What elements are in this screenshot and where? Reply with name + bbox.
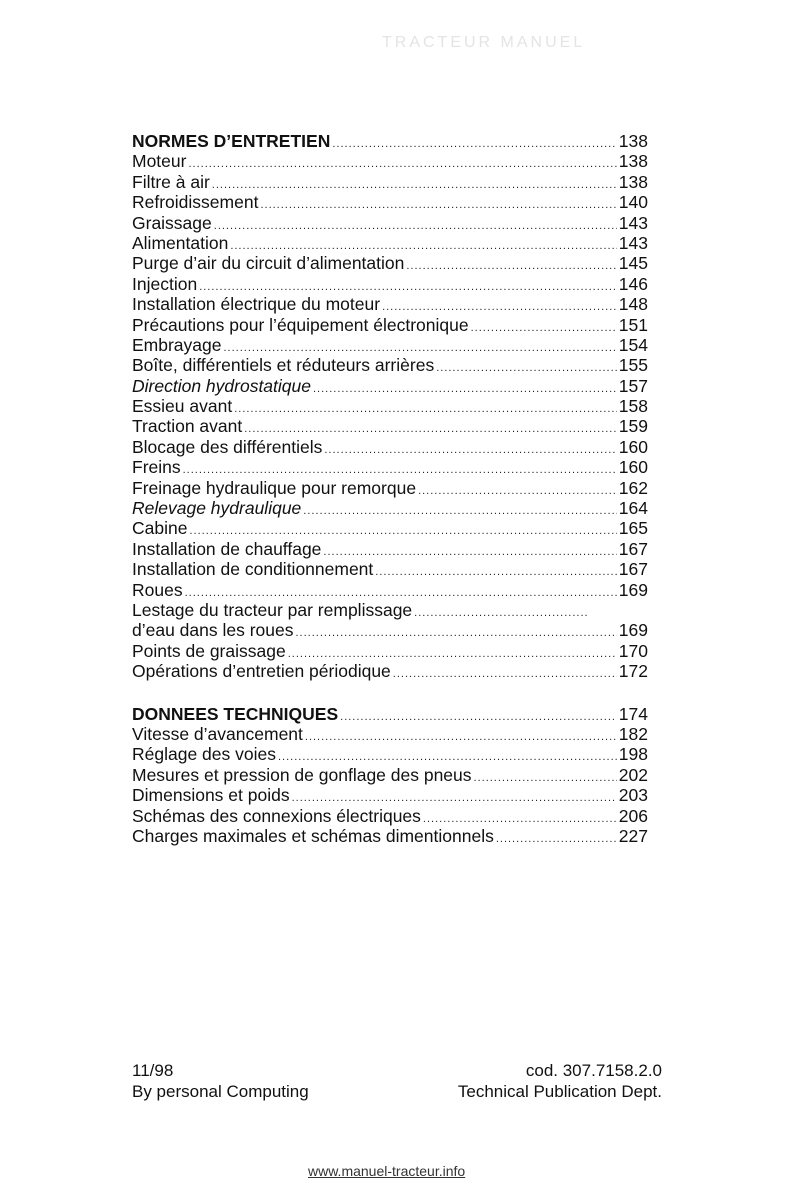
toc-entry-page: 170 [618,640,648,661]
toc-entry-label: Purge d’air du circuit d’alimentation [132,253,405,274]
faint-header-text: TRACTEUR MANUEL [382,34,586,51]
toc-entry-page: 151 [618,314,648,335]
toc-leader-dots [188,154,616,174]
toc-leader-dots [260,195,616,215]
footer-right [458,1060,662,1102]
toc-entry [132,437,648,457]
toc-entry [132,233,648,253]
toc-entry [132,785,648,805]
toc-entry [132,253,648,273]
toc-section-page: 138 [618,131,648,151]
toc-entry [132,274,648,294]
toc-leader-dots [296,623,617,643]
toc-section-title: NORMES D’ENTRETIEN [132,131,331,151]
toc-entry [132,661,648,681]
footer-department: Technical Publication Dept. [457,1082,662,1101]
toc-leader-dots [393,664,617,684]
toc-entry [132,315,648,335]
toc-entry-label: Précautions pour l’équipement électronique [132,314,469,335]
table-of-contents [132,131,648,846]
toc-entry-page: 172 [618,661,648,682]
toc-entry-label: Direction hydrostatique [132,375,311,396]
toc-entry-label: Charges maximales et schémas dimentionnels [132,825,494,846]
toc-entry-page: 143 [618,232,648,253]
toc-leader-dots [212,175,617,195]
footer-code: cod. 307.7158.2.0 [525,1061,662,1080]
toc-leader-dots [303,501,617,521]
toc-leader-dots [474,768,617,788]
toc-entry-label: Essieu avant [132,396,233,417]
toc-entry-page: 140 [618,192,648,213]
toc-entry-label: Freins [132,457,181,478]
toc-entry-page: 165 [618,518,648,539]
toc-leader-dots [414,603,589,623]
toc-entry-label: Vitesse d’avancement [132,723,303,744]
toc-entry-page: 155 [618,355,648,376]
toc-entry-page: 169 [618,620,648,641]
toc-entry-label: Opérations d’entretien périodique [132,661,391,682]
toc-entry-page: 164 [618,498,648,519]
toc-entry [132,559,648,579]
watermark-link[interactable]: www.manuel-tracteur.info [308,1163,466,1179]
toc-leader-dots [324,440,616,460]
toc-entry [132,744,648,764]
toc-leader-dots [214,216,617,236]
toc-entry [132,724,648,744]
toc-entry-page: 148 [618,294,648,315]
toc-entry [132,192,648,212]
toc-entry-label: Embrayage [132,334,222,355]
toc-entry [132,580,648,600]
toc-entry-label: Schémas des connexions électriques [132,805,421,826]
toc-leader-dots [234,399,617,419]
toc-entry-label: Points de graissage [132,640,286,661]
toc-entry [132,172,648,192]
toc-entry [132,826,648,846]
toc-entry [132,396,648,416]
toc-entry-label: Cabine [132,518,188,539]
toc-entry-page: 182 [618,723,648,744]
toc-entry [132,151,648,171]
toc-entry [132,478,648,498]
toc-leader-dots [418,481,617,501]
toc-entry [132,539,648,559]
toc-entry-page: 203 [618,785,648,806]
toc-entry-page: 146 [618,273,648,294]
toc-section-title: DONNEES TECHNIQUES [132,703,339,724]
toc-entry-label: Relevage hydraulique [132,498,302,519]
toc-entry [132,806,648,826]
toc-leader-dots [340,707,617,727]
toc-entry-page: 198 [618,744,648,765]
toc-entry-page: 160 [618,457,648,478]
toc-entry [132,376,648,396]
toc-entry-page: 167 [618,559,648,580]
toc-entry-page: 167 [618,538,648,559]
toc-section-heading [132,131,648,151]
toc-entry-label: Graissage [132,212,212,233]
toc-entry-page: 160 [618,436,648,457]
toc-entry-page: 145 [618,253,648,274]
toc-entry-label: Roues [132,579,183,600]
toc-entry-label: Réglage des voies [132,744,276,765]
toc-leader-dots [436,358,617,378]
toc-entry-label: d’eau dans les roues [132,620,294,641]
toc-entry-page: 227 [618,825,648,846]
toc-entry [132,355,648,375]
toc-entry [132,213,648,233]
toc-entry-label: Freinage hydraulique pour remorque [132,477,417,498]
toc-leader-dots [305,727,617,747]
toc-entry-page: 159 [618,416,648,437]
toc-entry [132,620,648,640]
toc-leader-dots [332,134,616,154]
toc-leader-dots [406,256,616,276]
toc-leader-dots [471,318,617,338]
toc-entry-label: Filtre à air [132,171,210,192]
toc-entry-label: Dimensions et poids [132,785,290,806]
toc-entry [132,416,648,436]
toc-leader-dots [313,379,617,399]
toc-entry [132,600,648,620]
toc-entry [132,457,648,477]
toc-entry-page: 138 [618,151,648,172]
toc-entry-label: Lestage du tracteur par remplissage [132,599,413,620]
toc-entry-label: Moteur [132,151,187,172]
toc-entry-label: Installation électrique du moteur [132,294,381,315]
toc-entry-label: Traction avant [132,416,243,437]
toc-section-heading [132,704,648,724]
toc-entry-page: 157 [618,375,648,396]
toc-entry-label: Installation de chauffage [132,538,322,559]
toc-entry [132,294,648,314]
footer-left [132,1060,309,1102]
toc-entry-page: 162 [618,477,648,498]
toc-leader-dots [375,562,617,582]
toc-section-page: 174 [618,703,648,724]
toc-entry-label: Boîte, différentiels et réduteurs arrières [132,355,435,376]
toc-entry-label: Mesures et pression de gonflage des pneus [132,764,472,785]
footer-author: By personal Computing [132,1082,309,1101]
toc-entry-page: 158 [618,396,648,417]
toc-entry-page: 143 [618,212,648,233]
section-gap [132,682,648,704]
toc-entry [132,765,648,785]
toc-entry-label: Blocage des différentiels [132,436,323,457]
toc-entry-page: 138 [618,171,648,192]
footer-date: 11/98 [132,1061,174,1080]
toc-entry-page: 169 [618,579,648,600]
toc-entry-label: Refroidissement [132,192,259,213]
toc-entry-label: Alimentation [132,232,229,253]
toc-entry [132,518,648,538]
toc-leader-dots [496,829,617,849]
toc-entry-label: Injection [132,273,198,294]
toc-entry [132,641,648,661]
toc-entry-page: 202 [618,764,648,785]
toc-entry-label: Installation de conditionnement [132,559,374,580]
toc-entry-page: 154 [618,334,648,355]
toc-entry [132,335,648,355]
toc-entry [132,498,648,518]
toc-entry-page: 206 [618,805,648,826]
